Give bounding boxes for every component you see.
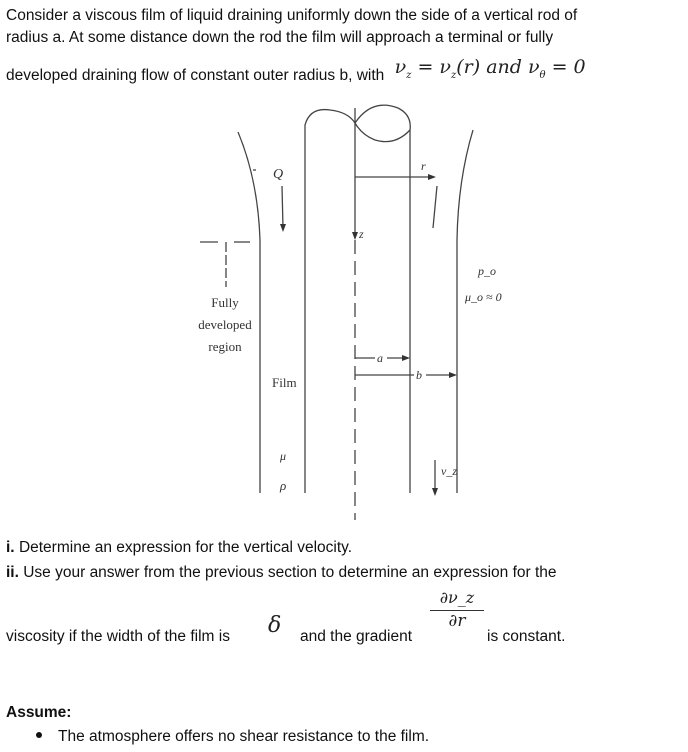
- q-arrowhead: [280, 224, 286, 232]
- intro-line-2: radius a. At some distance down the rod the film will approach a terminal or fully: [6, 29, 554, 46]
- assume-bullet-text: The atmosphere offers no shear resistance to the film.: [58, 728, 430, 745]
- label-mu: μ: [280, 449, 287, 463]
- assume-heading: Assume:: [6, 704, 72, 721]
- label-region-2: developed: [198, 317, 252, 332]
- vz-arrowhead: [432, 488, 438, 496]
- label-rho: ρ: [280, 478, 287, 493]
- label-b: b: [416, 368, 422, 382]
- label-z: z: [359, 227, 364, 241]
- intro-line-1: Consider a viscous film of liquid draining uniformly down the side of a vertical rod of: [6, 7, 578, 24]
- label-region-3: region: [208, 339, 242, 354]
- b-arrowhead: [449, 372, 457, 378]
- assume-bullet-1: [36, 727, 429, 747]
- question-2-number: ii.: [6, 564, 19, 581]
- bullet-icon: [36, 732, 42, 738]
- delta-symbol: δ: [268, 613, 282, 638]
- label-q: Q: [273, 167, 284, 182]
- question-1-number: i.: [6, 539, 15, 556]
- outer-film-right: [457, 130, 473, 493]
- label-po: p_o: [478, 264, 496, 278]
- intro-line-3-text: developed draining flow of constant outer radius b, with: [6, 67, 385, 84]
- label-vz: v_z: [441, 464, 457, 478]
- label-film: Film: [272, 375, 297, 390]
- outer-film-left: [238, 132, 260, 493]
- question-2-text-a: viscosity if the width of the film is: [6, 628, 230, 645]
- rod-left-edge: [305, 110, 355, 493]
- question-2-line-2: [6, 627, 230, 647]
- question-2-text-b: and the gradient: [300, 628, 413, 645]
- velocity-equation: $\nu_z = \nu_z(r)$ and $\nu_\theta = 0$: [394, 56, 586, 81]
- gradient-fraction: [430, 588, 484, 631]
- fraction-numerator: ∂ν_z: [430, 588, 484, 611]
- label-muo: μ_o ≈ 0: [465, 290, 502, 304]
- question-1-text: Determine an expression for the vertical velocity.: [18, 539, 353, 556]
- rod-top-lobe: [355, 105, 410, 141]
- label-a: a: [377, 351, 383, 365]
- a-arrowhead: [402, 355, 410, 361]
- label-region-1: Fully: [211, 295, 239, 310]
- question-2-text: Use your answer from the previous section to determine an expression for the: [23, 564, 557, 581]
- fraction-denominator: ∂r: [448, 611, 466, 631]
- question-2-text-c: is constant.: [487, 628, 566, 645]
- z-arrowhead: [352, 232, 358, 240]
- question-2: [6, 563, 557, 583]
- label-r: r: [421, 159, 426, 173]
- r-arrowhead: [428, 174, 436, 180]
- question-1: [6, 538, 352, 558]
